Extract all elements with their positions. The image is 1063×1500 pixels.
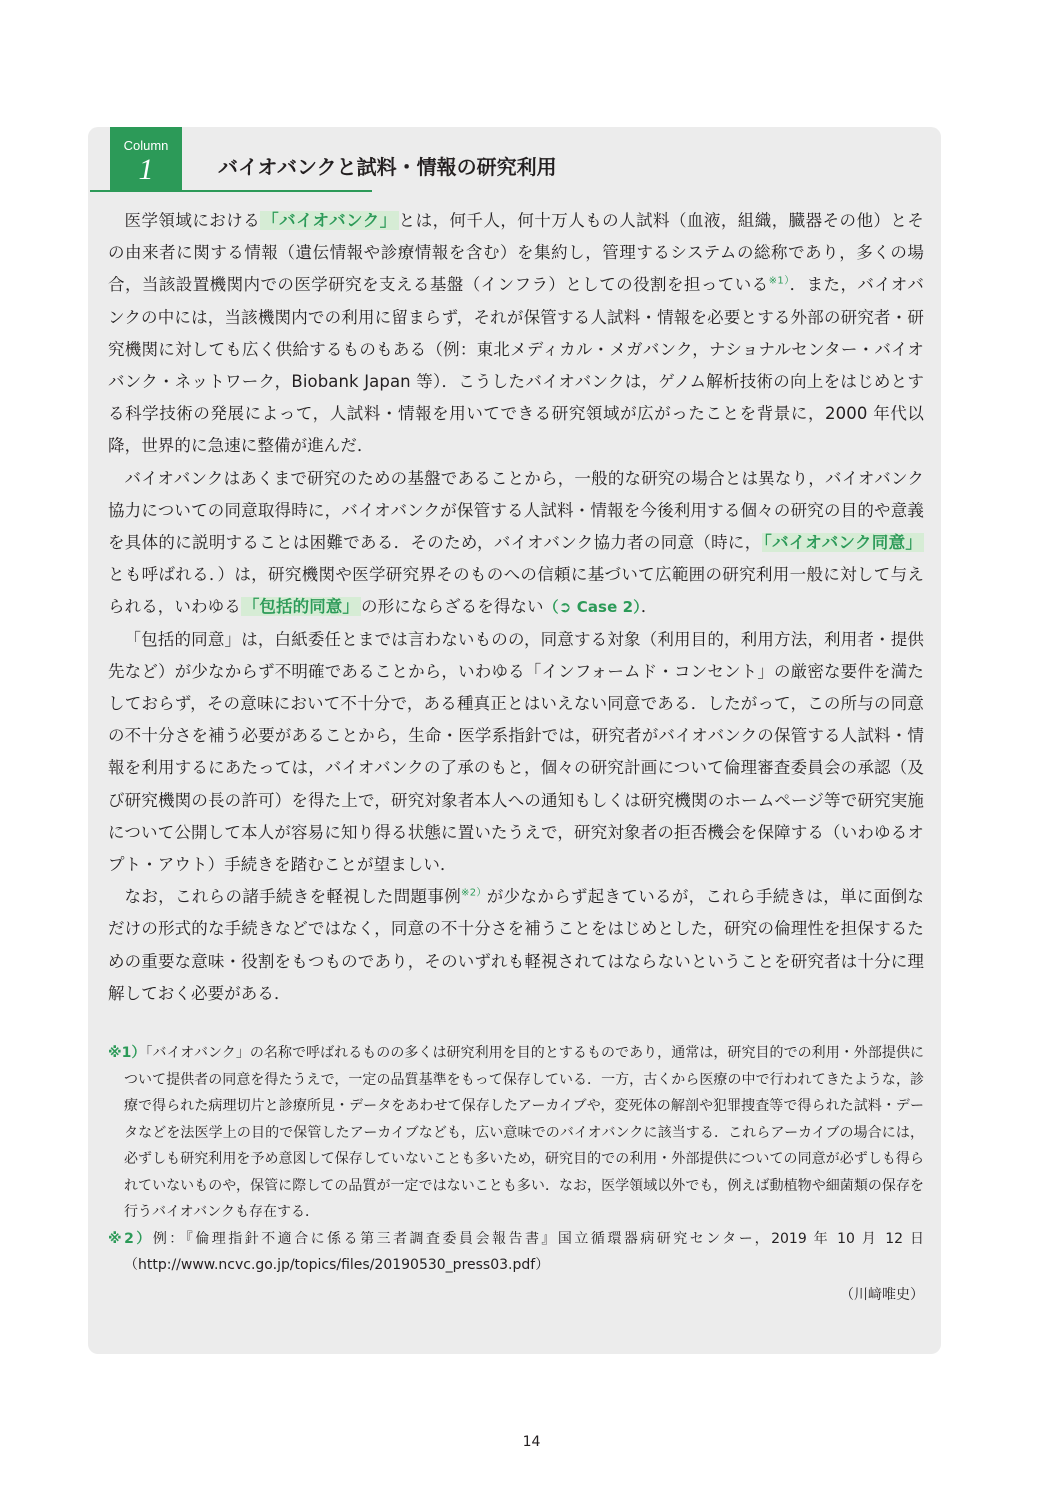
- case-link[interactable]: （➲ Case 2）: [543, 598, 641, 617]
- author: （川﨑唯史）: [840, 1286, 924, 1303]
- text-run: ．また，バイオバンクの中には，当該機関内での利用に留まらず，それが保管する人試料・情報を必要とする外部の研究者・研究機関に対しても広く供給するものもある（例：東北メディカル・メガバンク，ナショナルセンター・バイオバンク・ネットワーク，Biobank Japan 等）．こうしたバイオバンクは，ゲノム解析技術の向上をはじめとする科学技術の発展によって，人試料・情報を用いてできる研究領域が広がったことを背景に，2000 年代以降，世界的に急速に整備が進んだ．: [108, 275, 924, 456]
- column-number: 1: [138, 153, 154, 186]
- footnote-mark: ※1）: [108, 1045, 146, 1061]
- text-run: なお，これらの諸手続きを軽視した問題事例: [124, 887, 462, 907]
- paragraph-2: [108, 463, 924, 624]
- footnote-text: 「バイオバンク」の名称で呼ばれるものの多くは研究利用を目的とするものであり，通常は，研究目的での利用・外部提供について提供者の同意を得たうえで，一定の品質基準をもって保存している．一方，古くから医療の中で行われてきたような，診療で得られた病理切片と診療所見・データをあわせて保存したアーカイブや，変死体の解剖や犯罪捜査等で得られた試料・データなどを法医学上の目的で保管したアーカイブなども，広い意味でのバイオバンクに該当する．これらアーカイブの場合には，必ずしも研究利用を予め意図して保存していないことも多いため，研究目的での利用・外部提供についての同意が必ずしも得られていないものや，保管に際しての品質が一定ではないことも多い．なお，医学領域以外でも，例えば動植物や細菌類の保存を行うバイオバンクも存在する．: [124, 1045, 924, 1220]
- paragraph-3: 「包括的同意」は，白紙委任とまでは言わないものの，同意する対象（利用目的，利用方法，利用者・提供先など）が少なからず不明確であることから，いわゆる「インフォームド・コンセント」の厳密な要件を満たしておらず，その意味において不十分で，ある種真正とはいえない同意である．したがって，この所与の同意の不十分さを補う必要があることから，生命・医学系指針では，研究者がバイオバンクの保管する人試料・情報を利用するにあたっては，バイオバンクの了承のもと，個々の研究計画について倫理審査委員会の承認（及び研究機関の長の許可）を得た上で，研究対象者本人への通知もしくは研究機関のホームページ等で研究実施について公開して本人が容易に知り得る状態に置いたうえで，研究対象者の拒否機会を保障する（いわゆるオプト・アウト）手続きを踏むことが望ましい．: [108, 629, 924, 875]
- column-title: バイオバンクと試料・情報の研究利用: [218, 155, 557, 179]
- footnote-text: 例：『倫理指針不適合に係る第三者調査委員会報告書』国立循環器病研究センター，2019 年 10 月 12 日（http://www.ncvc.go.jp/topics/files/20190530_press03.pdf）: [124, 1230, 924, 1273]
- column-tab: [110, 127, 182, 191]
- highlight-term: 「包括的同意」: [242, 597, 360, 617]
- text-run: とは，何千人，何十万人もの人試料（血液，組織，臓器その他）とその由来者に関する情報（遺伝情報や診療情報を含む）を集約し，管理するシステムの総称であり，多くの場合，当該設置機関内での医学研究を支える基盤（インフラ）としての役割を担っている: [108, 211, 924, 295]
- highlight-term: 「バイオバンク」: [262, 211, 397, 230]
- text-run: 医学領域における: [124, 211, 261, 230]
- page-number: 14: [522, 1434, 541, 1450]
- footnote-2: [108, 1226, 924, 1279]
- paragraph-1: [108, 205, 924, 463]
- text-run: の形にならざるを得ない: [361, 597, 544, 617]
- footnote-ref[interactable]: ※2）: [461, 887, 487, 899]
- footnote-mark: ※2）: [108, 1230, 153, 1247]
- column-label: Column: [123, 138, 169, 153]
- footnotes: [108, 1040, 924, 1308]
- footnote-1: [108, 1040, 924, 1226]
- paragraph-4: [108, 881, 924, 1010]
- text-run: ．: [640, 597, 658, 617]
- footnote-ref[interactable]: ※1）: [768, 275, 790, 287]
- text-run: が少なからず起きているが，これら手続きは，単に面倒なだけの形式的な手続きなどではなく，同意の不十分さを補うことをはじめとした，研究の倫理性を担保するための重要な意味・役割をもつものであり，そのいずれも軽視されてはならないということを研究者は十分に理解しておく必要がある．: [108, 887, 925, 1003]
- text-run: バイオバンクはあくまで研究のための基盤であることから，一般的な研究の場合とは異なり，バイオバンク協力についての同意取得時に，バイオバンクが保管する人試料・情報を今後利用する個々の研究の目的や意義を具体的に説明することは困難である．そのため，バイオバンク協力者の同意（時に，: [108, 468, 924, 553]
- title-underline: [90, 190, 372, 192]
- highlight-term: 「バイオバンク同意」: [763, 533, 922, 553]
- column-body: [108, 205, 924, 1010]
- text-run: とも呼ばれる．）は，研究機関や医学研究界そのものへの信頼に基づいて広範囲の研究利用一般に対して与えられる，いわゆる: [108, 565, 924, 617]
